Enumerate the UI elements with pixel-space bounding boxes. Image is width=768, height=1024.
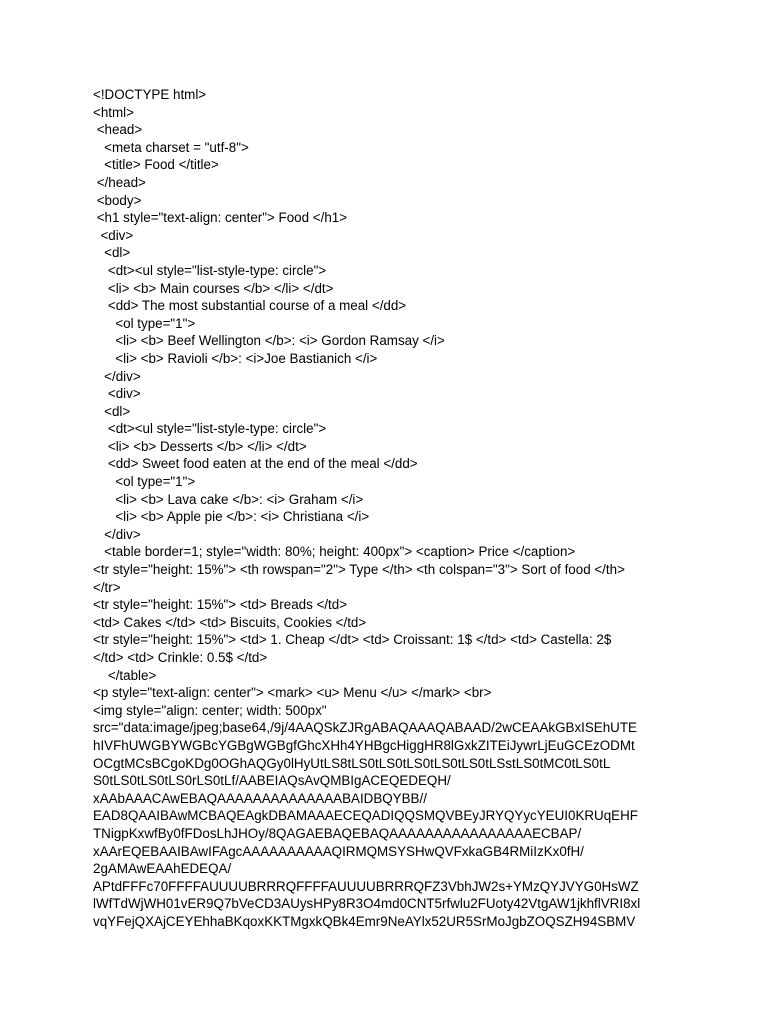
text-line: <dl>: [93, 403, 131, 419]
text-line: src="data:image/jpeg;base64,/9j/4AAQSkZJRgABAQAAAQABAAD/2wCEAAkGBxISEhUTE: [93, 720, 637, 736]
text-line: <li> <b> Beef Wellington </b>: <i> Gordon Ramsay </i>: [93, 333, 445, 349]
text-line: <body>: [93, 192, 142, 208]
text-line: TNigpKxwfBy0fFDosLhJHOy/8QAGAEBAQEBAQAAAAAAAAAAAAAAAAECBAP/: [93, 825, 582, 841]
text-line: <dd> The most substantial course of a meal </dd>: [93, 298, 407, 314]
text-line: <tr style="height: 15%"> <th rowspan="2"> Type </th> <th colspan="3"> Sort of food </th>: [93, 562, 625, 578]
text-line: APtdFFFc70FFFFAUUUUBRRRQFFFFAUUUUBRRRQFZ3VbhJW2s+YMzQYJVYG0HsWZ: [93, 878, 639, 894]
text-line: <div>: [93, 227, 134, 243]
text-line: </div>: [93, 368, 141, 384]
text-line: </td> <td> Crinkle: 0.5$ </td>: [93, 650, 268, 665]
text-line: <dt><ul style="list-style-type: circle">: [93, 421, 327, 437]
text-line: <li> <b> Apple pie </b>: <i> Christiana </i>: [93, 509, 370, 525]
text-line: <dl>: [93, 245, 131, 261]
text-line: xAArEQEBAAIBAwIFAgcAAAAAAAAAAQIRMQMSYSHwQVFxkaGB4RMiIzKx0fH/: [93, 843, 584, 859]
text-line: OCgtMCsBCgoKDg0OGhAQGy0lHyUtLS8tLS0tLS0tLS0tLS0tLS0tLSstLS0tMC0tLS0tL: [93, 755, 611, 771]
text-line: <ol type="1">: [93, 315, 196, 331]
text-line: S0tLS0tLS0tLS0rLS0tLf/AABEIAQsAvQMBIgACEQEDEQH/: [93, 773, 451, 789]
text-line: <dt><ul style="list-style-type: circle">: [93, 262, 327, 278]
text-line: </table>: [93, 667, 157, 683]
text-line: 2gAMAwEAAhEDEQA/: [93, 861, 232, 877]
text-line: <!DOCTYPE html>: [93, 87, 207, 102]
text-line: vqYFejQXAjCEYEhhaBKqoxKKTMgxkQBk4Emr9NeAYlx52UR5SrMoJgbZOQSZH94SBMV: [93, 913, 636, 929]
text-line: <li> <b> Desserts </b> </li> </dt>: [93, 438, 307, 454]
text-line: <title> Food </title>: [93, 157, 219, 173]
text-line: EAD8QAAIBAwMCBAQEAgkDBAMAAAECEQADIQQSMQVBEyJRYQYycYEUI0KRUqEHF: [93, 808, 638, 824]
text-line: <dd> Sweet food eaten at the end of the meal </dd>: [93, 456, 418, 472]
text-line: <img style="align: center; width: 500px": [93, 702, 327, 718]
text-line: <p style="text-align: center"> <mark> <u> Menu </u> </mark> <br>: [93, 685, 492, 701]
text-line: <td> Cakes </td> <td> Biscuits, Cookies </td>: [93, 614, 367, 630]
text-line: <li> <b> Main courses </b> </li> </dt>: [93, 280, 334, 296]
html-source-text: [93, 86, 693, 931]
text-line: lWfTdWjWH01vER9Q7bVeCD3AUysHPy8R3O4md0CNT5rfwlu2FUoty42VtgAW1jkhflVRI8xl: [93, 896, 641, 912]
text-line: <table border=1; style="width: 80%; height: 400px"> <caption> Price </caption>: [93, 544, 576, 560]
text-line: <head>: [93, 122, 143, 138]
text-line: </head>: [93, 174, 146, 190]
text-line: hIVFhUWGBYWGBcYGBgWGBgfGhcXHh4YHBgcHiggHR8lGxkZITEiJywrLjEuGCEzODMt: [93, 737, 635, 753]
text-line: <div>: [93, 386, 141, 402]
text-line: </div>: [93, 526, 141, 542]
text-line: <tr style="height: 15%"> <td> 1. Cheap </dt> <td> Croissant: 1$ </td> <td> Castella: 2$: [93, 632, 612, 648]
text-line: xAAbAAACAwEBAQAAAAAAAAAAAAAABAIDBQYBB//: [93, 790, 427, 806]
text-line: <meta charset = "utf-8">: [93, 139, 249, 155]
text-line: <html>: [93, 104, 134, 120]
text-line: <tr style="height: 15%"> <td> Breads </td>: [93, 597, 348, 613]
text-line: <li> <b> Lava cake </b>: <i> Graham </i>: [93, 491, 364, 507]
text-line: <li> <b> Ravioli </b>: <i>Joe Bastianich </i>: [93, 350, 378, 366]
text-line: <ol type="1">: [93, 474, 196, 490]
text-line: <h1 style="text-align: center"> Food </h1>: [93, 210, 348, 226]
text-line: </tr>: [93, 579, 121, 595]
